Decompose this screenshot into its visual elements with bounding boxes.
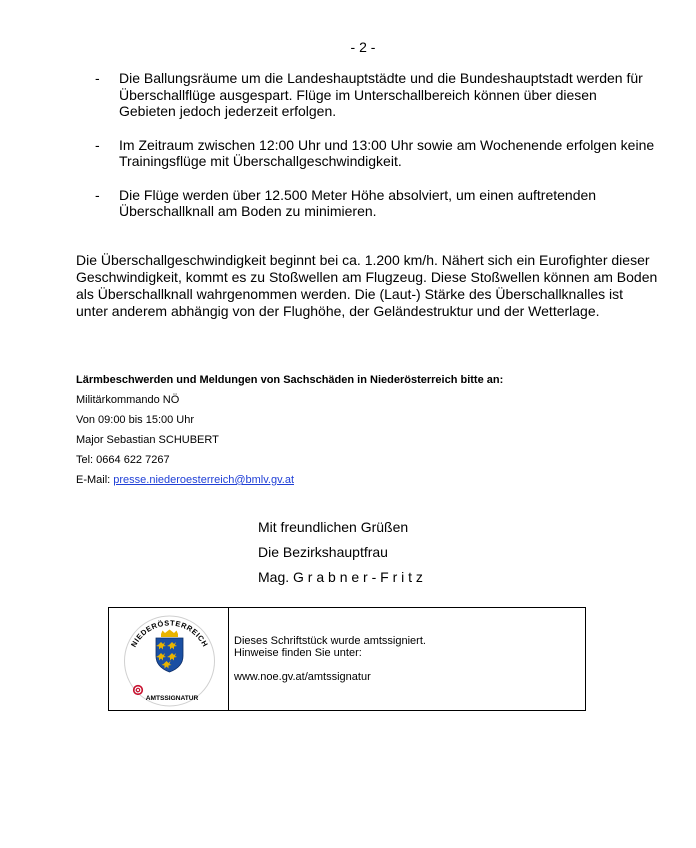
- closing-greeting: Mit freundlichen Grüßen: [258, 519, 409, 535]
- contact-heading: Lärmbeschwerden und Meldungen von Sachschäden in Niederösterreich bitte an:: [76, 374, 504, 386]
- seal-cell: [109, 608, 229, 710]
- contact-person: Major Sebastian SCHUBERT: [76, 434, 219, 446]
- contact-email-row: [76, 473, 636, 493]
- signature-line1: Dieses Schriftstück wurde amtssigniert.: [234, 635, 426, 647]
- bullet-text: Im Zeitraum zwischen 12:00 Uhr und 13:00 Uhr sowie am Wochenende erfolgen keine Trainingsflüge mit Überschallgeschwindigkeit.: [119, 136, 655, 169]
- bullet-list: [95, 70, 655, 220]
- bullet-text: Die Ballungsräume um die Landeshauptstädte und die Bundeshauptstadt werden für Überschallflüge ausgespart. Flüge im Unterschallbereich können über diesen Gebieten jedoch jederzeit erfolgen.: [119, 70, 643, 119]
- closing-name: Mag. G r a b n e r - F r i t z: [258, 569, 423, 585]
- seal-text-top: NIEDERÖSTERREICH: [129, 618, 210, 649]
- contact-hours: Von 09:00 bis 15:00 Uhr: [76, 414, 195, 426]
- bullet-item: [95, 70, 655, 120]
- signature-box: [108, 607, 586, 711]
- contact-block: [76, 373, 636, 493]
- signature-url: www.noe.gv.at/amtssignatur: [234, 671, 371, 683]
- bullet-marker: -: [95, 136, 100, 153]
- closing-role: Die Bezirkshauptfrau: [258, 544, 388, 560]
- seal-text-bottom: AMTSSIGNATUR: [145, 695, 199, 702]
- bullet-item: [95, 137, 655, 170]
- bullet-text: Die Flüge werden über 12.500 Meter Höhe absolviert, um einen auftretenden Überschallknall am Boden zu minimieren.: [119, 186, 597, 219]
- email-label: E-Mail:: [76, 474, 114, 486]
- signature-line2: Hinweise finden Sie unter:: [234, 647, 362, 659]
- closing-block: [258, 519, 423, 594]
- body-paragraph: Die Überschallgeschwindigkeit beginnt bei ca. 1.200 km/h. Nähert sich ein Eurofighter dieser Geschwindigkeit, kommt es zu Stoßwellen am Flugzeug. Diese Stoßwellen können am Boden als Überschallknall wahrgenommen werden. Die (Laut-) Stärke des Überschallknalles ist unter anderem abhängig von der Flughöhe, der Geländestruktur und der Wetterlage.: [76, 252, 658, 319]
- contact-phone: Tel: 0664 622 7267: [76, 454, 170, 466]
- page-number: - 2 -: [350, 39, 376, 55]
- signature-text-cell: [229, 608, 585, 710]
- email-link[interactable]: presse.niederoesterreich@bmlv.gv.at: [113, 474, 295, 486]
- contact-office: Militärkommando NÖ: [76, 394, 180, 406]
- amtssignatur-seal: [121, 615, 218, 707]
- bullet-marker: -: [95, 186, 100, 203]
- bullet-item: [95, 187, 655, 220]
- bullet-marker: -: [95, 70, 100, 86]
